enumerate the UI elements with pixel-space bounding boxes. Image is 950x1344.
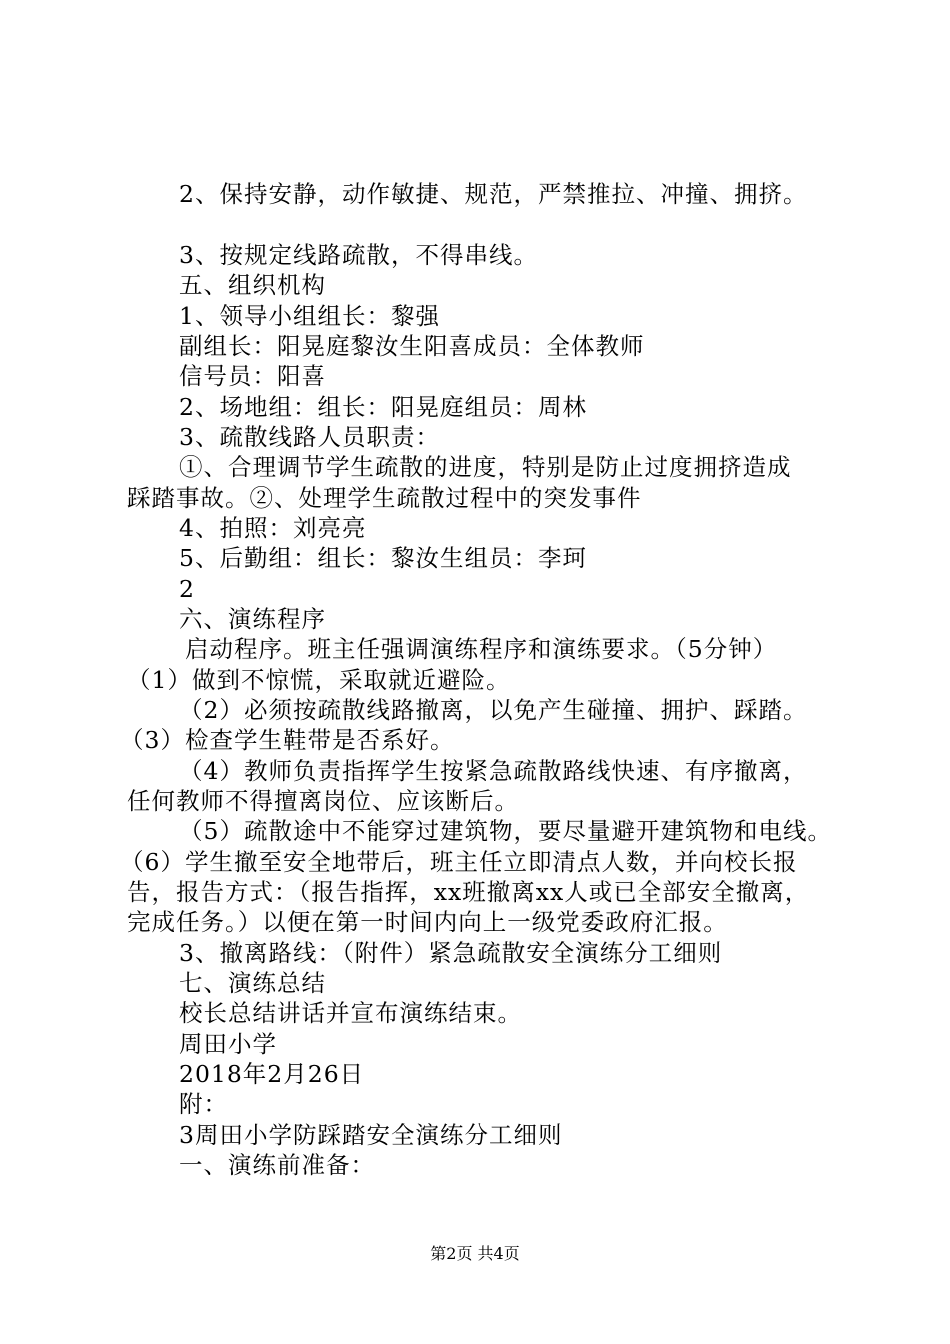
text-line: 3、撤离路线：（附件）紧急疏散安全演练分工细则	[179, 939, 723, 967]
text-line: 信号员：阳喜	[179, 362, 326, 390]
text-line: ①、合理调节学生疏散的进度，特别是防止过度拥挤造成	[179, 453, 792, 481]
text-line: 踩踏事故。②、处理学生疏散过程中的突发事件	[127, 484, 642, 512]
text-line: 2、场地组：组长：阳晃庭组员：周林	[179, 393, 587, 421]
text-line: 1、领导小组组长：黎强	[179, 302, 440, 330]
text-line: （5）疏散途中不能穿过建筑物，要尽量避开建筑物和电线。	[179, 817, 832, 845]
text-line: 告，报告方式：（报告指挥，xx班撤离xx人或已全部安全撤离，	[127, 878, 810, 906]
section-heading: 一、演练前准备：	[179, 1151, 375, 1179]
text-line: 启动程序。班主任强调演练程序和演练要求。（5分钟）	[185, 635, 778, 663]
section-heading: 五、组织机构	[179, 271, 326, 299]
page-footer: 第2页 共4页	[430, 1244, 520, 1263]
text-line: 3周田小学防踩踏安全演练分工细则	[179, 1121, 563, 1149]
text-line: （3）检查学生鞋带是否系好。	[120, 726, 455, 754]
text-line: 完成任务。）以便在第一时间内向上一级党委政府汇报。	[127, 908, 728, 936]
text-line: 2、保持安静，动作敏捷、规范，严禁推拉、冲撞、拥挤。	[179, 180, 808, 208]
text-line: 附：	[179, 1090, 228, 1118]
text-line: （2）必须按疏散线路撤离，以免产生碰撞、拥护、踩踏。	[179, 696, 808, 724]
text-line: （1）做到不惊慌，采取就近避险。	[127, 666, 511, 694]
text-line: （4）教师负责指挥学生按紧急疏散路线快速、有序撤离，	[179, 757, 808, 785]
text-line: 4、拍照：刘亮亮	[179, 514, 367, 542]
text-line: 5、后勤组：组长：黎汝生组员：李珂	[179, 544, 587, 572]
text-line: 3、按规定线路疏散，不得串线。	[179, 241, 538, 269]
text-line: 副组长：阳晃庭黎汝生阳喜成员：全体教师	[179, 332, 645, 360]
signature-school: 周田小学	[179, 1030, 277, 1058]
text-line: 校长总结讲话并宣布演练结束。	[179, 999, 522, 1027]
signature-date: 2018年2月26日	[179, 1060, 365, 1088]
page-number-marker: 2	[179, 575, 195, 603]
section-heading: 六、演练程序	[179, 605, 326, 633]
section-heading: 七、演练总结	[179, 969, 326, 997]
text-line: 3、疏散线路人员职责：	[179, 423, 440, 451]
text-line: 任何教师不得擅离岗位、应该断后。	[127, 787, 519, 815]
text-line: （6）学生撤至安全地带后，班主任立即清点人数，并向校长报	[120, 848, 798, 876]
